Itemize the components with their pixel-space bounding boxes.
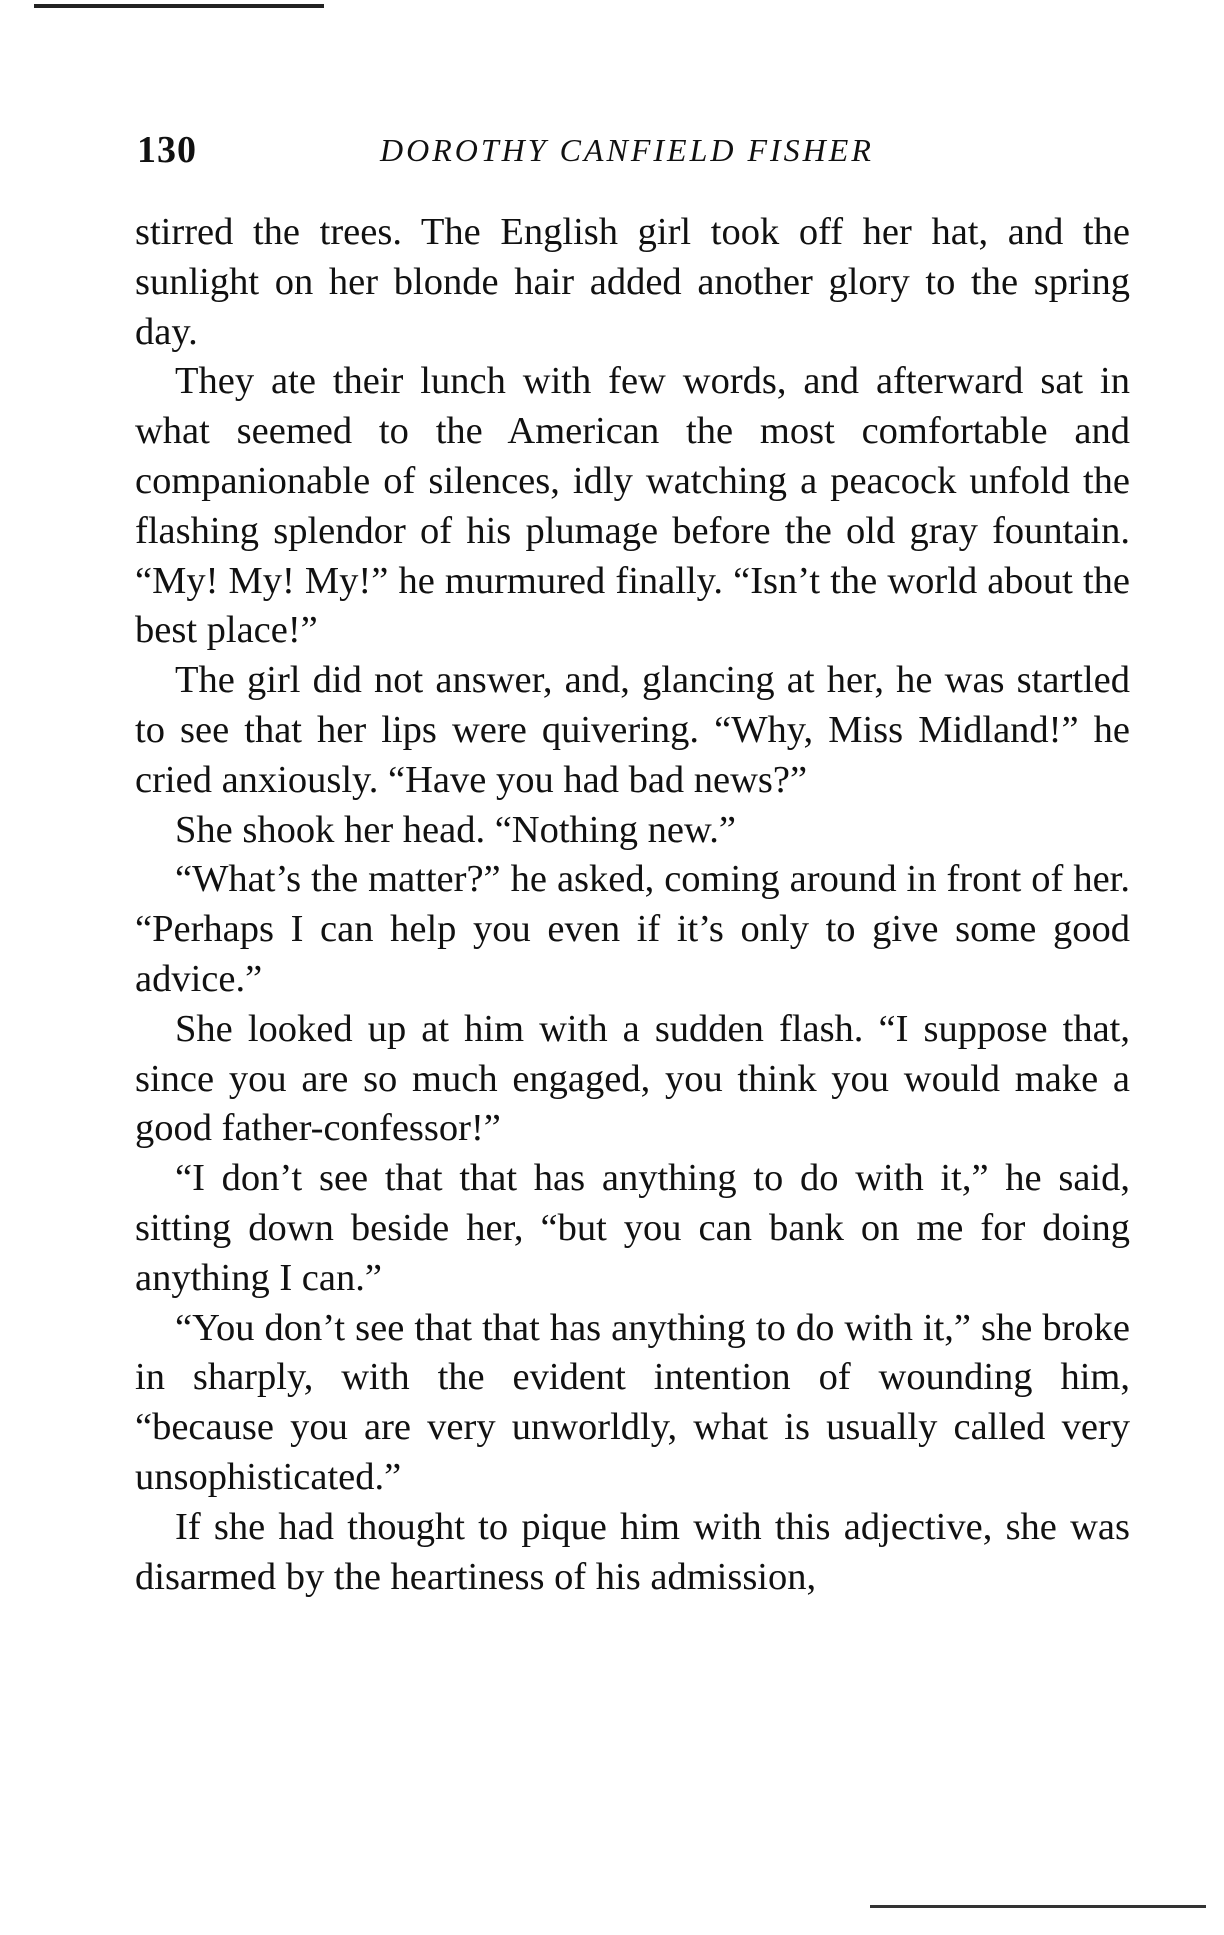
page-number: 130: [137, 129, 197, 171]
paragraph: They ate their lunch with few words, and afterward sat in what seemed to the American the most comfortable and companionable of silences, idly watching a peacock unfold the flashing splendor of his plumage before the old gray fountain. “My! My! My!” he murmured finally. “Isn’t the world about the best place!”: [135, 360, 1130, 652]
paragraph: The girl did not answer, and, glancing at her, he was startled to see that her lips were quivering. “Why, Miss Midland!” he cried anxiously. “Have you had bad news?”: [135, 659, 1130, 801]
running-title: DOROTHY CANFIELD FISHER: [380, 132, 874, 168]
page-body: [135, 208, 1130, 1602]
running-head: [137, 120, 1137, 180]
paragraph: “I don’t see that that has anything to do with it,” he said, sitting down beside her, “but you can bank on me for doing anything I can.”: [135, 1157, 1130, 1299]
bottom-rule: [870, 1905, 1206, 1908]
paragraph: “You don’t see that that has anything to do with it,” she broke in sharply, with the evident intention of wounding him, “because you are very unworldly, what is usually called very unsophisticated.”: [135, 1306, 1130, 1498]
paragraph: She shook her head. “Nothing new.”: [175, 808, 736, 851]
paragraph: She looked up at him with a sudden flash. “I suppose that, since you are so much engaged, you think you would make a good father-confessor!”: [135, 1007, 1130, 1150]
top-rule: [34, 4, 324, 8]
paragraph: “What’s the matter?” he asked, coming around in front of her. “Perhaps I can help you even if it’s only to give some good advice.”: [135, 858, 1130, 1000]
paragraph: stirred the trees. The English girl took off her hat, and the sunlight on her blonde hair added another glory to the spring day.: [135, 211, 1130, 353]
paragraph: If she had thought to pique him with this adjective, she was disarmed by the heartiness of his admission,: [135, 1505, 1130, 1598]
